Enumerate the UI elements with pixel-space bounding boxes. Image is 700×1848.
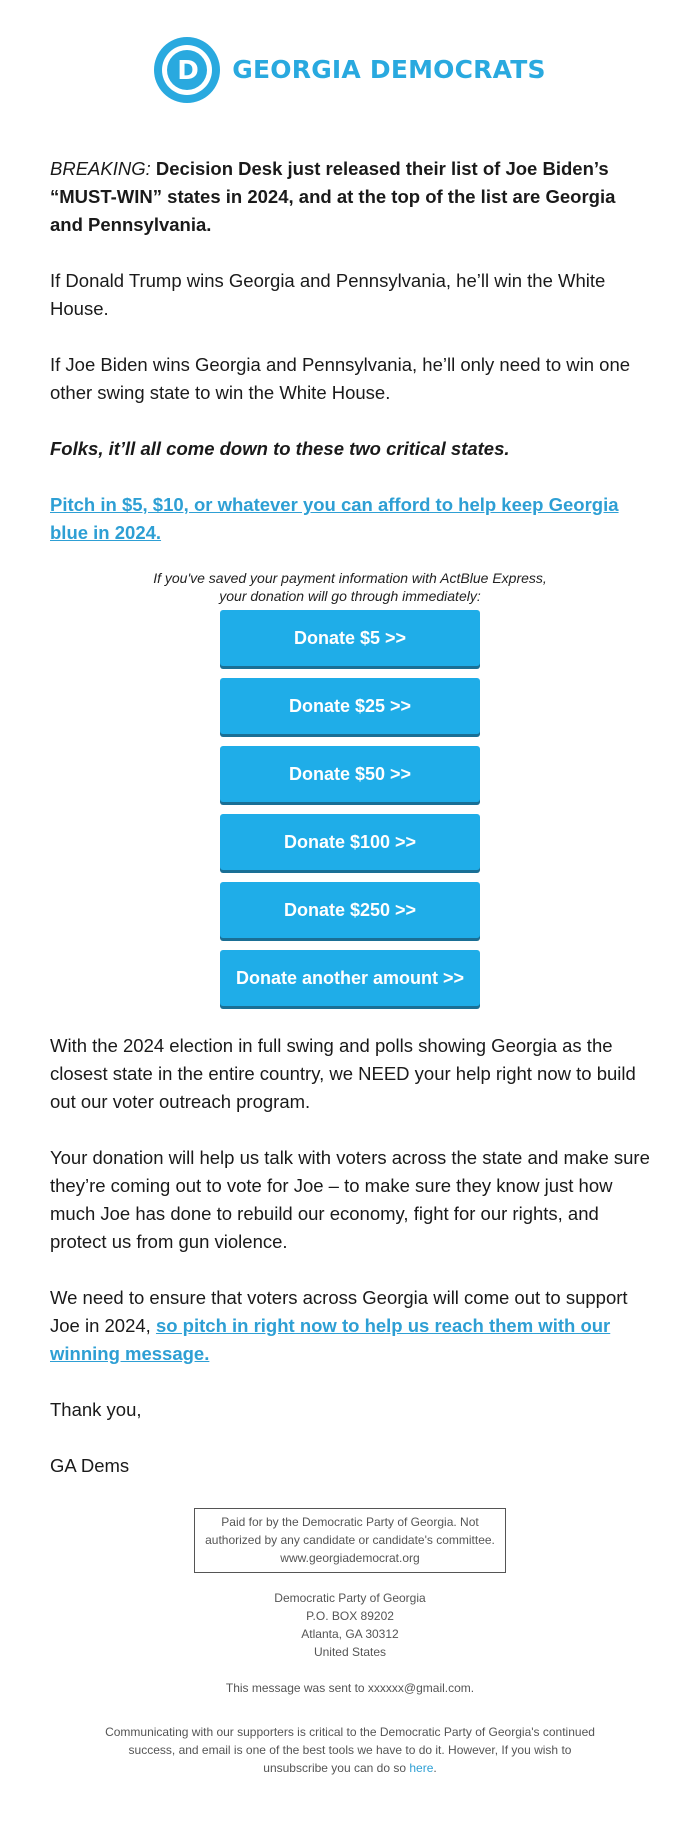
country: United States [313, 1645, 387, 1659]
po-box: P.O. BOX 89202 [306, 1609, 394, 1623]
donate-250-button[interactable]: Donate $250 >> [220, 882, 480, 938]
donate-5-button[interactable]: Donate $5 >> [220, 610, 480, 666]
unsubscribe-link[interactable]: here [409, 1761, 434, 1775]
actblue-note [50, 569, 650, 605]
pitch-in-link[interactable]: Pitch in $5, $10, or whatever you can afford to help keep Georgia blue in 2024. [50, 494, 619, 543]
paid-for-disclaimer [194, 1508, 506, 1573]
trump-paragraph: If Donald Trump wins Georgia and Pennsylvania, he’ll win the White House. [50, 270, 606, 319]
actblue-note-line1: If you've saved your payment information with ActBlue Express, [153, 570, 547, 586]
signature-text: GA Dems [50, 1455, 130, 1476]
donation-paragraph: Your donation will help us talk with voters across the state and make sure they’re coming out to vote for Joe – to make sure they know just how much Joe has done to rebuild our economy, fight for our rights, and protect us from gun violence. [50, 1147, 650, 1252]
paid-line-2: authorized by any candidate or candidate's committee. [205, 1533, 495, 1547]
biden-paragraph: If Joe Biden wins Georgia and Pennsylvania, he’ll only need to win one other swing state to win the White House. [50, 354, 631, 403]
breaking-paragraph [50, 155, 650, 239]
sent-to-notice [0, 1679, 700, 1697]
ensure-text: We need to ensure that voters across Georgia will come out to support Joe in 2024, [50, 1287, 628, 1336]
mailing-address [0, 1589, 700, 1661]
unsubscribe-suffix: . [433, 1761, 437, 1775]
city-state-zip: Atlanta, GA 30312 [301, 1627, 399, 1641]
email-footer [0, 1508, 700, 1777]
unsubscribe-notice [100, 1723, 600, 1777]
sent-suffix: . [470, 1681, 475, 1695]
email-header [0, 0, 700, 145]
donate-25-button[interactable]: Donate $25 >> [220, 678, 480, 734]
election-paragraph: With the 2024 election in full swing and polls showing Georgia as the closest state in the entire country, we NEED your help right now to build out our voter outreach program. [50, 1035, 636, 1112]
georgia-democrats-logo[interactable] [154, 37, 545, 103]
thank-you-text: Thank you, [50, 1399, 142, 1420]
recipient-email: xxxxxx@gmail.com [367, 1681, 471, 1695]
donate-block [50, 569, 650, 1006]
paid-website: www.georgiademocrat.org [280, 1551, 420, 1565]
donate-other-amount-button[interactable]: Donate another amount >> [220, 950, 480, 1006]
pitch-in-now-link[interactable]: so pitch in right now to help us reach them with our winning message. [50, 1315, 611, 1364]
sent-prefix: This message was sent to [225, 1681, 368, 1695]
logo-wordmark: GEORGIA DEMOCRATS [232, 55, 546, 84]
donate-100-button[interactable]: Donate $100 >> [220, 814, 480, 870]
ensure-paragraph [50, 1284, 650, 1368]
democrats-d-logo-icon [154, 37, 220, 103]
pitch-paragraph [50, 491, 650, 547]
breaking-label: BREAKING: [50, 158, 151, 179]
actblue-note-line2: your donation will go through immediately: [219, 588, 481, 604]
org-name: Democratic Party of Georgia [274, 1591, 426, 1605]
unsubscribe-text: Communicating with our supporters is critical to the Democratic Party of Georgia's continued success, and email is one of the best tools we have to do it. However, If you wish to unsubscribe you can do so [105, 1725, 595, 1775]
paid-line-1: Paid for by the Democratic Party of Georgia. Not [221, 1515, 479, 1529]
logo-letter: D [177, 55, 200, 86]
breaking-text: Decision Desk just released their list of Joe Biden’s “MUST-WIN” states in 2024, and at the top of the list are Georgia and Pennsylvania. [50, 158, 616, 235]
donate-50-button[interactable]: Donate $50 >> [220, 746, 480, 802]
email-body [0, 155, 700, 1480]
folks-paragraph: Folks, it’ll all come down to these two critical states. [50, 438, 510, 459]
